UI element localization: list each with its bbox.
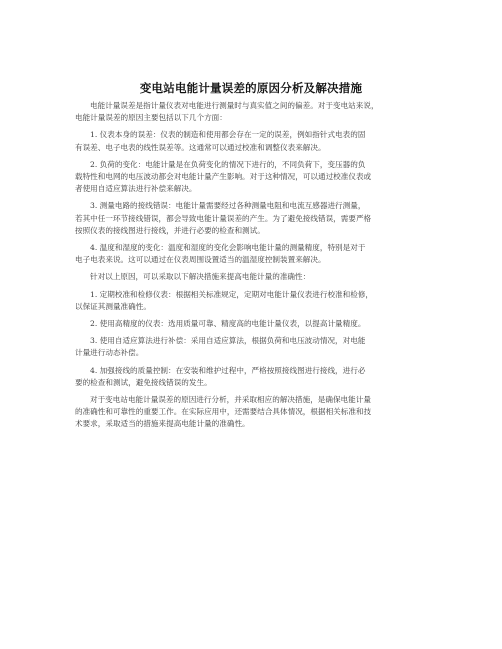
text-line: 载特性和电网的电压波动都会对电能计量产生影响。对于这种情况，可以通过校准仪表或 (75, 172, 372, 182)
paragraph-measure-2 (75, 318, 433, 330)
paragraph-cause-4 (75, 242, 433, 266)
paragraph-measure-1 (75, 289, 433, 313)
text-line: 按照仪表的接线图进行接线，并进行必要的检查和测试。 (75, 225, 265, 235)
text-line: 2. 负荷的变化：电能计量是在负荷变化的情况下进行的，不同负荷下，变压器的负 (90, 159, 366, 169)
text-line: 3. 使用自适应算法进行补偿：采用自适应算法，根据负荷和电压波动情况，对电能 (90, 336, 366, 346)
paragraph-measure-3 (75, 335, 433, 359)
text-line: 的准确性和可靠性的重要工作。在实际应用中，还需要结合具体情况，根据相关标准和技 (75, 407, 372, 417)
paragraph-conclusion (75, 394, 433, 431)
text-line: 若其中任一环节接线错误，都会导致电能计量误差的产生。为了避免接线错误，需要严格 (75, 213, 372, 223)
text-line: 计量进行动态补偿。 (75, 348, 144, 358)
text-line: 1. 仪表本身的误差：仪表的制造和使用都会存在一定的误差，例如指针式电表的固 (90, 130, 366, 140)
document-body (75, 100, 433, 436)
text-line: 4. 加强接线的质量控制：在安装和维护过程中，严格按照接线图进行接线，进行必 (90, 365, 366, 375)
text-line: 电能计量误差是指计量仪表对电能进行测量时与真实值之间的偏差。对于变电站来说， (90, 101, 379, 110)
document-title: 变电站电能计量误差的原因分析及解决措施 (139, 81, 363, 95)
text-line: 以保证其测量准确性。 (75, 301, 151, 311)
paragraph-cause-2 (75, 159, 433, 196)
text-line: 1. 定期校准和检修仪表：根据相关标准规定，定期对电能计量仪表进行校准和检修， (90, 289, 374, 299)
text-line: 要的检查和测试，避免接线错误的发生。 (75, 377, 212, 387)
paragraph-measure-4 (75, 365, 433, 389)
text-line: 对于变电站电能计量误差的原因进行分析，并采取相应的解决措施，是确保电能计量 (90, 395, 371, 405)
text-line: 3. 测量电路的接线错误：电能计量需要经过各种测量电阻和电流互感器进行测量， (90, 201, 366, 211)
text-line: 术要求，采取适当的措施来提高电能计量的准确性。 (75, 419, 250, 429)
paragraph-cause-1 (75, 129, 433, 153)
text-line: 电能计量误差的原因主要包括以下几个方面： (75, 113, 227, 123)
text-line: 电子电表来说。这可以通过在仪表周围设置适当的温湿度控制装置来解决。 (75, 255, 326, 265)
paragraph-cause-3 (75, 200, 433, 237)
paragraph-measures-intro (75, 271, 433, 283)
paragraph-intro (75, 100, 433, 124)
text-line: 2. 使用高精度的仪表：选用质量可靠、精度高的电能计量仪表，以提高计量精度。 (90, 319, 366, 329)
text-line: 有误差、电子电表的线性误差等。这通常可以通过校准和调整仪表来解决。 (75, 142, 326, 152)
text-line: 4. 温度和湿度的变化：温度和湿度的变化会影响电能计量的测量精度，特别是对于 (90, 243, 366, 253)
text-line: 者使用自适应算法进行补偿来解决。 (75, 184, 197, 194)
text-line: 针对以上原因，可以采取以下解决措施来提高电能计量的准确性： (90, 272, 311, 282)
